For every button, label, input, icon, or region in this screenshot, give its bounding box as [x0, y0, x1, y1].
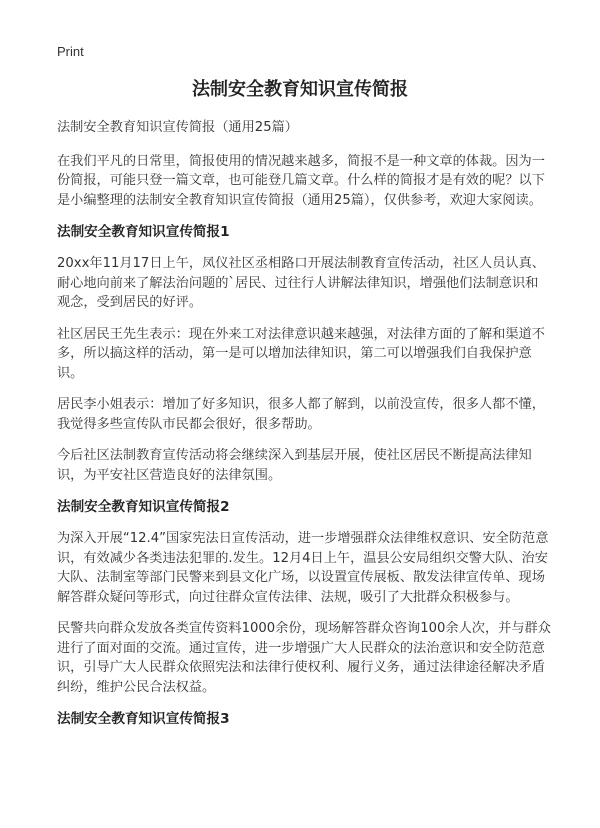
section-heading-3: 法制安全教育知识宣传简报3 [57, 711, 230, 727]
section-heading-2: 法制安全教育知识宣传简报2 [57, 499, 230, 515]
article-subtitle: 法制安全教育知识宣传简报（通用25篇） [57, 120, 298, 135]
intro-paragraph: 在我们平凡的日常里，简报使用的情况越来越多，简报不是一种文章的体裁。因为一份简报，可能只登一篇文章，也可能登几篇文章。什么样的简报才是有效的呢？以下是小编整理的法制安全教育知识宣传简报（通用25篇），仅供参考，欢迎大家阅读。 [57, 153, 545, 208]
page-title: 法制安全教育知识宣传简报 [192, 79, 408, 100]
section-2-paragraph-1: 为深入开展“12.4”国家宪法日宣传活动，进一步增强群众法律维权意识、安全防范意识，有效减少各类违法犯罪的.发生。12月4日上午，温县公安局组织交警大队、治安大队、法制室等部门民警来到县文化广场，以设置宣传展板、散发法律宣传单、现场解答群众疑问等形式，向过往群众宣传法律、法规，吸引了大批群众积极参与。 [57, 531, 549, 605]
section-1-paragraph-2: 社区居民王先生表示：现在外来工对法律意识越来越强，对法律方面的了解和渠道不多，所以搞这样的活动，第一是可以增加法律知识，第二可以增强我们自我保护意识。 [57, 326, 545, 381]
article-body [57, 118, 551, 741]
print-link[interactable]: Print [57, 44, 84, 59]
section-heading-1: 法制安全教育知识宣传简报1 [57, 224, 230, 240]
section-1-paragraph-4: 今后社区法制教育宣传活动将会继续深入到基层开展，使社区居民不断提高法律知识，为平安社区营造良好的法律氛围。 [57, 448, 532, 483]
section-2-paragraph-2: 民警共向群众发放各类宣传资料1000余份，现场解答群众咨询100余人次，并与群众进行了面对面的交流。通过宣传，进一步增强广大人民群众的法治意识和安全防范意识，引导广大人民群众依照宪法和法律行使权利、履行义务，通过法律途径解决矛盾纠纷，维护公民合法权益。 [57, 621, 551, 695]
section-1-paragraph-1: 20xx年11月17日上午，凤仪社区丞相路口开展法制教育宣传活动，社区人员认真、耐心地向前来了解法治问题的`居民、过往行人讲解法律知识，增强他们法制意识和观念，受到居民的好评。 [57, 256, 545, 310]
section-1-paragraph-3: 居民李小姐表示：增加了好多知识，很多人都了解到，以前没宣传，很多人都不懂，我觉得多些宣传队市民都会很好，很多帮助。 [57, 397, 545, 432]
